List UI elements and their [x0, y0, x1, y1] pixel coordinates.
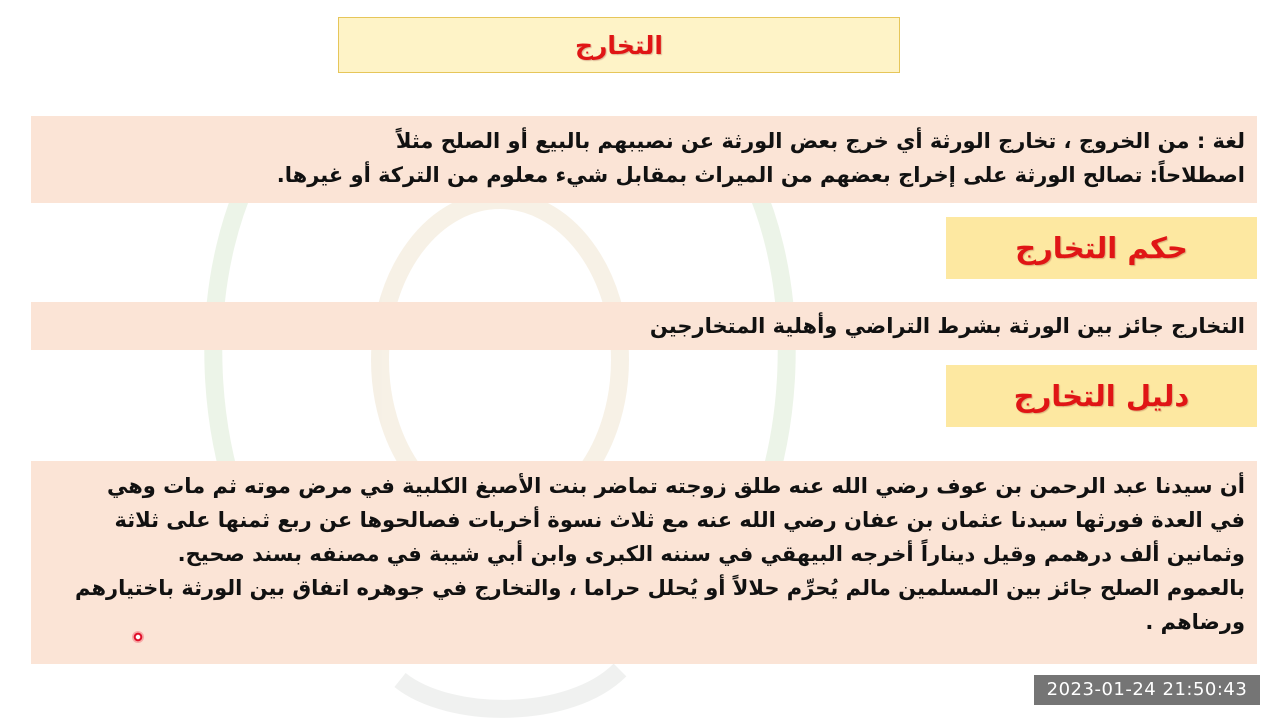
slide-title-banner: [338, 17, 900, 73]
ruling-heading-banner: [946, 217, 1257, 279]
ruling-box: [31, 302, 1257, 350]
evidence-line: في العدة فورثها سيدنا عثمان بن عفان رضي الله عنه مع ثلاث نسوة أخريات فصالحوها عن ربع ثمنها على ثلاثة: [114, 508, 1245, 532]
evidence-line: ورضاهم .: [1145, 610, 1245, 634]
evidence-box: [31, 461, 1257, 664]
ruling-text: التخارج جائز بين الورثة بشرط التراضي وأهلية المتخارجين: [649, 314, 1245, 338]
evidence-heading: دليل التخارج: [1013, 379, 1190, 413]
evidence-heading-banner: [946, 365, 1257, 427]
definitions-box: [31, 116, 1257, 203]
definition-linguistic: لغة : من الخروج ، تخارج الورثة أي خرج بعض الورثة عن نصيبهم بالبيع أو الصلح مثلاً: [395, 129, 1245, 153]
definition-technical: اصطلاحاً: تصالح الورثة على إخراج بعضهم من الميراث بمقابل شيء معلوم من التركة أو غيرها.: [276, 163, 1245, 187]
evidence-line: بالعموم الصلح جائز بين المسلمين مالم يُحرِّم حلالاً أو يُحلل حراما ، والتخارج في جوهره اتفاق بين الورثة باختيارهم: [75, 576, 1245, 600]
evidence-line: أن سيدنا عبد الرحمن بن عوف رضي الله عنه طلق زوجته تماضر بنت الأصبغ الكلبية في مرض موته ثم مات وهي: [107, 474, 1245, 498]
evidence-line: وثمانين ألف درهمم وقيل ديناراً أخرجه البيهقي في سننه الكبرى وابن أبي شيبة في مصنفه بسند صحيح.: [177, 542, 1245, 566]
ruling-heading: حكم التخارج: [1015, 231, 1188, 265]
laser-pointer-icon: [132, 631, 144, 643]
slide-title: التخارج: [575, 30, 663, 60]
timestamp-overlay: 2023-01-24 21:50:43: [1034, 675, 1260, 705]
